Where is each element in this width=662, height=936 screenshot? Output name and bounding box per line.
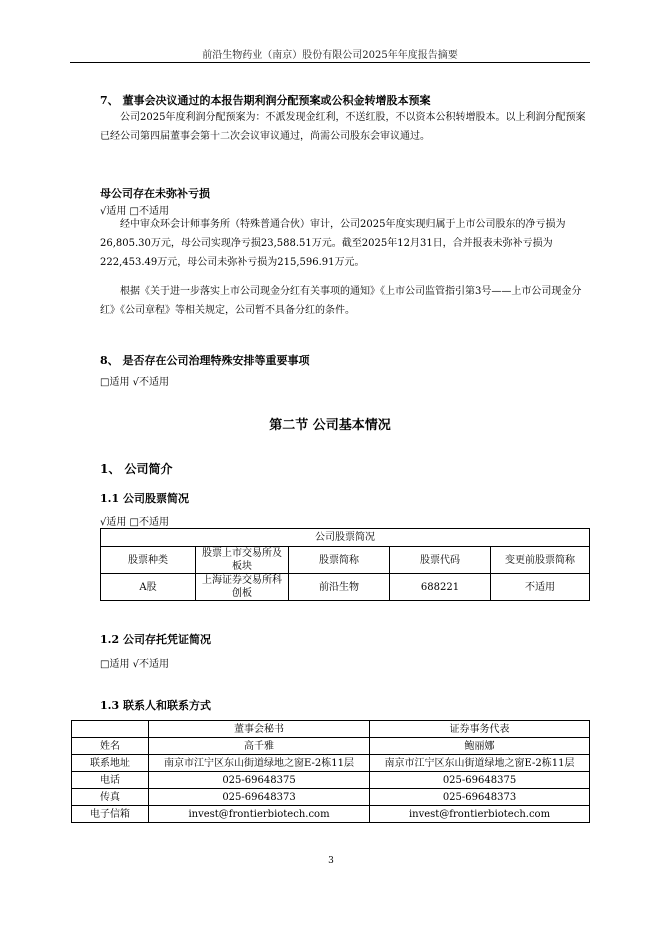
table-cell: 025-69648375 xyxy=(370,772,590,789)
table-cell: 上海证券交易所科创板 xyxy=(196,574,289,601)
table-cell: 前沿生物 xyxy=(289,574,390,601)
stock-table-caption: 公司股票简况 xyxy=(101,529,590,547)
table-header-cell xyxy=(72,721,149,738)
table-cell: 025-69648373 xyxy=(370,789,590,806)
table-header-cell: 董事会秘书 xyxy=(149,721,370,738)
table-cell: 电子信箱 xyxy=(72,806,149,823)
section2-title: 第二节 公司基本情况 xyxy=(269,418,391,433)
table-cell: 南京市江宁区东山街道绿地之窗E-2栋11层 xyxy=(149,755,370,772)
uncovered-loss-para2: 根据《关于进一步落实上市公司现金分红有关事项的通知》《上市公司监管指引第3号——上市公司现金分红》《公司章程》等相关规定，公司暂不具备分红的条件。 xyxy=(100,286,582,316)
table-cell: 688221 xyxy=(390,574,491,601)
item8-applicable: □适用 √不适用 xyxy=(100,377,169,388)
table-cell: 传真 xyxy=(72,789,149,806)
uncovered-loss-applicable: √适用 □不适用 xyxy=(100,206,169,217)
table-cell: 不适用 xyxy=(491,574,590,601)
item8-title: 8、 是否存在公司治理特殊安排等重要事项 xyxy=(100,354,310,367)
table-row xyxy=(72,806,590,823)
table-cell: 南京市江宁区东山街道绿地之窗E-2栋11层 xyxy=(370,755,590,772)
table-row xyxy=(101,574,590,601)
table-row xyxy=(72,738,590,755)
table-cell: invest@frontierbiotech.com xyxy=(149,806,370,823)
contacts-title: 1.3 联系人和联系方式 xyxy=(100,699,211,712)
item7-title: 7、 董事会决议通过的本报告期利润分配预案或公积金转增股本预案 xyxy=(100,94,431,107)
table-header-cell: 股票种类 xyxy=(101,547,196,574)
uncovered-loss-title: 母公司存在未弥补亏损 xyxy=(100,187,210,200)
depositary-title: 1.2 公司存托凭证简况 xyxy=(100,633,211,646)
stock-overview-applicable: √适用 □不适用 xyxy=(100,517,169,528)
item7-body: 公司2025年度利润分配预案为：不派发现金红利，不送红股，不以资本公积转增股本。以上利润分配预案已经公司第四届董事会第十二次会议审议通过，尚需公司股东会审议通过。 xyxy=(100,112,586,142)
stock-overview-title: 1.1 公司股票简况 xyxy=(100,492,189,505)
table-header-cell: 变更前股票简称 xyxy=(491,547,590,574)
table-row xyxy=(72,789,590,806)
table-cell: 高千雅 xyxy=(149,738,370,755)
page-header: 前沿生物药业（南京）股份有限公司2025年年度报告摘要 xyxy=(202,50,458,61)
table-cell: 姓名 xyxy=(72,738,149,755)
table-cell: invest@frontierbiotech.com xyxy=(370,806,590,823)
table-cell: 联系地址 xyxy=(72,755,149,772)
header-divider xyxy=(70,62,590,63)
table-header-cell: 股票代码 xyxy=(390,547,491,574)
table-row xyxy=(72,772,590,789)
table-row xyxy=(72,755,590,772)
table-cell: 鲍丽娜 xyxy=(370,738,590,755)
uncovered-loss-para1: 经中审众环会计师事务所（特殊普通合伙）审计，公司2025年度实现归属于上市公司股东的净亏损为26,805.30万元，母公司实现净亏损23,588.51万元。截至2025年12月31日，合并报表未弥补亏损为222,453.49万元，母公司未弥补亏损为215,596.91万元。 xyxy=(100,219,566,268)
table-cell: A股 xyxy=(101,574,196,601)
contacts-table xyxy=(71,720,590,823)
stock-overview-table xyxy=(100,528,590,601)
table-cell: 025-69648375 xyxy=(149,772,370,789)
depositary-applicable: □适用 √不适用 xyxy=(100,659,169,670)
table-cell: 025-69648373 xyxy=(149,789,370,806)
table-header-cell: 证券事务代表 xyxy=(370,721,590,738)
company-intro-title: 1、 公司简介 xyxy=(100,462,173,476)
table-header-row xyxy=(101,547,590,574)
table-header-cell: 股票上市交易所及板块 xyxy=(196,547,289,574)
table-header-row xyxy=(72,721,590,738)
table-cell: 电话 xyxy=(72,772,149,789)
page-number: 3 xyxy=(328,856,334,866)
table-header-cell: 股票简称 xyxy=(289,547,390,574)
